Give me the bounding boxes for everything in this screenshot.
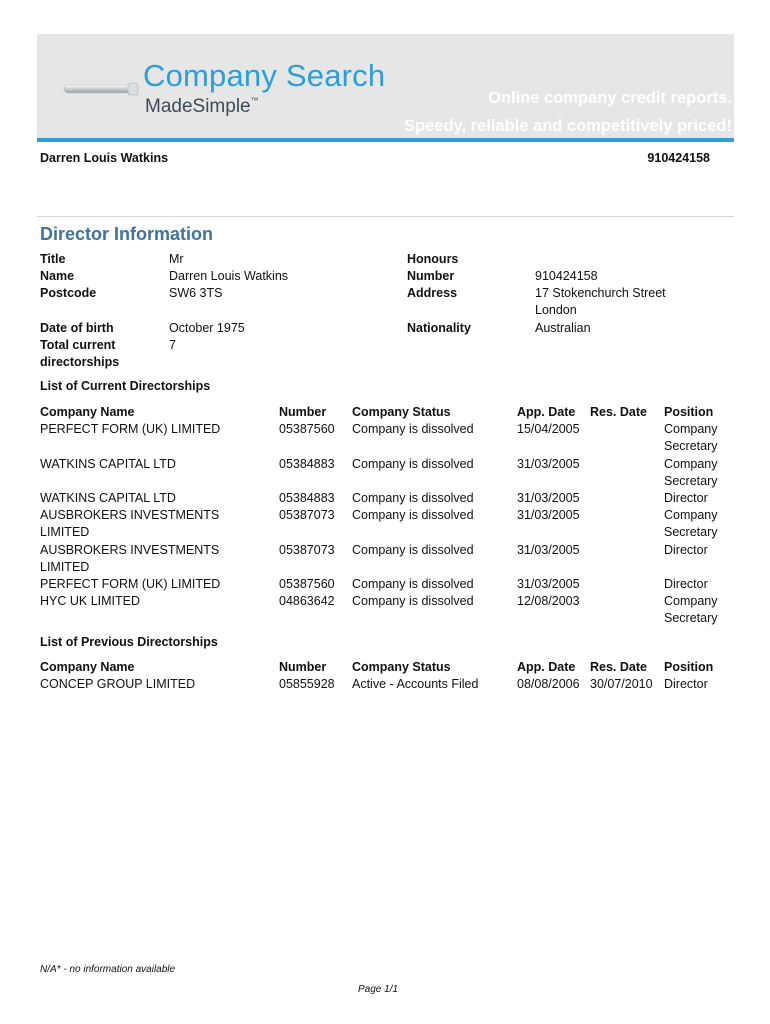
title-value: Mr [169, 252, 184, 266]
nationality-value: Australian [535, 321, 591, 335]
dob-label: Date of birth [40, 321, 114, 335]
current-position: Secretary [664, 611, 718, 626]
postcode-value: SW6 3TS [169, 286, 223, 300]
postcode-label: Postcode [40, 286, 97, 300]
previous-res-date: 30/07/2010 [590, 677, 653, 692]
current-app-date: 12/08/2003 [517, 594, 580, 609]
current-app-date: 31/03/2005 [517, 577, 580, 591]
previous-col-header: Company Name [40, 660, 135, 674]
previous-col-header: Number [279, 660, 327, 674]
address-line2: London [535, 303, 577, 317]
current-position: Secretary [664, 525, 718, 540]
current-company-name: AUSBROKERS INVESTMENTS [40, 542, 220, 557]
banner-accent-rule [37, 138, 734, 142]
current-company-status: Company is dissolved [352, 594, 474, 609]
previous-col-header: App. Date [517, 660, 576, 674]
current-company-number: 05387560 [279, 577, 335, 591]
current-app-date: 31/03/2005 [517, 542, 580, 557]
current-company-status: Company is dissolved [352, 577, 474, 591]
title-label: Title [40, 252, 66, 266]
current-col-header: Res. Date [590, 405, 647, 419]
current-position: Director [664, 491, 708, 505]
current-position: Director [664, 577, 708, 591]
address-label: Address [407, 286, 458, 300]
address-line1: 17 Stokenchurch Street [535, 286, 666, 300]
current-company-name: WATKINS CAPITAL LTD [40, 456, 176, 471]
current-company-status: Company is dissolved [352, 542, 474, 557]
current-position: Director [664, 542, 708, 557]
current-company-name: LIMITED [40, 525, 90, 540]
previous-app-date: 08/08/2006 [517, 677, 580, 692]
current-company-name: AUSBROKERS INVESTMENTS [40, 508, 220, 523]
previous-position: Director [664, 677, 708, 692]
previous-directorships-heading: List of Previous Directorships [40, 635, 218, 649]
current-position: Secretary [664, 473, 718, 488]
current-company-name: HYC UK LIMITED [40, 594, 141, 609]
current-company-number: 05387560 [279, 422, 335, 437]
current-app-date: 15/04/2005 [517, 422, 580, 437]
current-directorships-heading: List of Current Directorships [40, 379, 211, 393]
section-divider [37, 216, 734, 217]
current-company-status: Company is dissolved [352, 491, 474, 505]
current-position: Secretary [664, 439, 718, 454]
name-label: Name [40, 269, 75, 283]
number-value: 910424158 [535, 269, 598, 283]
footer-note: N/A* - no information available [40, 964, 176, 975]
nationality-label: Nationality [407, 321, 471, 335]
current-company-name: PERFECT FORM (UK) LIMITED [40, 577, 221, 591]
total-directorships-label-line1: Total current [40, 338, 116, 352]
previous-col-header: Res. Date [590, 660, 647, 674]
number-label: Number [407, 269, 455, 283]
current-company-number: 05384883 [279, 456, 335, 471]
magnifier-stick-icon [62, 82, 140, 96]
current-company-number: 05387073 [279, 508, 335, 523]
current-col-header: App. Date [517, 405, 576, 419]
current-company-status: Company is dissolved [352, 422, 474, 437]
current-app-date: 31/03/2005 [517, 508, 580, 523]
current-company-status: Company is dissolved [352, 508, 474, 523]
tagline-1: Online company credit reports. [488, 89, 732, 107]
previous-col-header: Position [664, 660, 714, 674]
previous-company-name: CONCEP GROUP LIMITED [40, 677, 196, 692]
tagline-2: Speedy, reliable and competitively priced! [404, 117, 732, 135]
current-position: Company [664, 422, 718, 437]
logo-subtitle: MadeSimple™ [145, 96, 259, 117]
name-value: Darren Louis Watkins [169, 269, 289, 283]
current-position: Company [664, 594, 718, 609]
previous-company-number: 05855928 [279, 677, 335, 692]
current-company-number: 05387073 [279, 542, 335, 557]
total-directorships-label-line2: directorships [40, 355, 120, 369]
current-company-number: 04863642 [279, 594, 335, 609]
total-directorships-value: 7 [169, 338, 176, 352]
current-app-date: 31/03/2005 [517, 456, 580, 471]
current-col-header: Number [279, 405, 327, 419]
current-company-name: WATKINS CAPITAL LTD [40, 491, 176, 505]
current-col-header: Position [664, 405, 714, 419]
previous-company-status: Active - Accounts Filed [352, 677, 479, 692]
director-name-header: Darren Louis Watkins [40, 151, 169, 165]
current-company-number: 05384883 [279, 491, 335, 505]
current-position: Company [664, 508, 718, 523]
logo-title: Company Search [143, 58, 386, 93]
section-title: Director Information [40, 224, 214, 244]
current-col-header: Company Status [352, 405, 451, 419]
current-position: Company [664, 456, 718, 471]
director-number-header: 910424158 [647, 151, 710, 165]
current-company-status: Company is dissolved [352, 456, 474, 471]
current-col-header: Company Name [40, 405, 135, 419]
previous-col-header: Company Status [352, 660, 451, 674]
current-company-name: LIMITED [40, 559, 90, 574]
current-company-name: PERFECT FORM (UK) LIMITED [40, 422, 221, 437]
page-number: Page 1/1 [358, 984, 399, 995]
dob-value: October 1975 [169, 321, 245, 335]
current-app-date: 31/03/2005 [517, 491, 580, 505]
honours-label: Honours [407, 252, 459, 266]
